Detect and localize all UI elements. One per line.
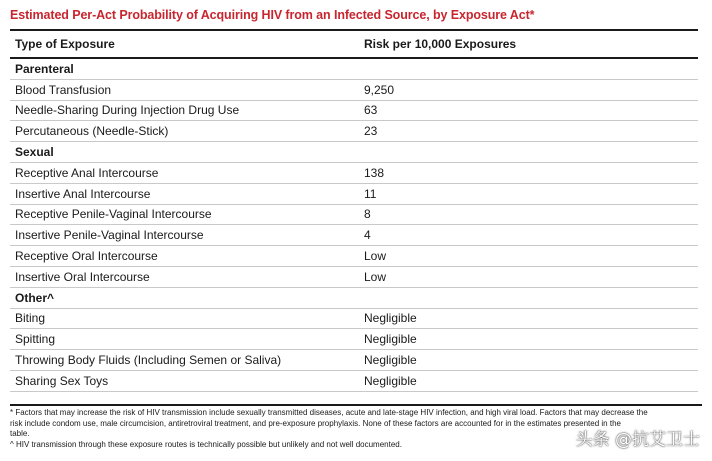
risk-value-cell: 9,250	[364, 82, 395, 97]
exposure-type-cell: Sharing Sex Toys	[15, 373, 109, 388]
risk-value-cell	[364, 59, 684, 79]
footnote-line: risk include condom use, male circumcision, antiretroviral treatment, and pre-exposure prophylaxis. None of these factors are accounted for in the estimates presented in the	[10, 418, 621, 428]
risk-value-cell: Negligible	[364, 373, 417, 388]
table-row	[10, 350, 698, 371]
column-header-risk: Risk per 10,000 Exposures	[364, 37, 517, 51]
table-row	[10, 121, 698, 142]
table-row	[10, 163, 698, 184]
table-row	[10, 80, 698, 101]
exposure-type-cell: Needle-Sharing During Injection Drug Use	[15, 103, 240, 118]
risk-value-cell	[364, 288, 684, 308]
exposure-type-cell: Insertive Oral Intercourse	[15, 269, 150, 284]
section-header-row	[10, 288, 698, 309]
footnote-line: ^ HIV transmission through these exposure routes is technically possible but unlikely and not well documented.	[10, 439, 402, 449]
table-row	[10, 184, 698, 205]
table-body	[10, 59, 698, 392]
section-label: Parenteral	[15, 61, 74, 76]
exposure-type-cell: Spitting	[15, 332, 56, 347]
risk-value-cell: Low	[364, 269, 387, 284]
risk-value-cell: Low	[364, 249, 387, 264]
exposure-type-cell: Receptive Oral Intercourse	[15, 249, 158, 264]
section-header-row	[10, 142, 698, 163]
risk-value-cell: 8	[364, 207, 371, 222]
column-header-exposure-type: Type of Exposure	[15, 37, 115, 51]
risk-value-cell: Negligible	[364, 311, 417, 326]
exposure-risk-table	[10, 29, 698, 392]
watermark-text: 头条 @抗艾卫士	[575, 430, 700, 450]
exposure-type-cell: Throwing Body Fluids (Including Semen or Saliva)	[15, 353, 282, 368]
risk-value-cell: 4	[364, 228, 371, 243]
risk-value-cell: Negligible	[364, 353, 417, 368]
table-row	[10, 101, 698, 122]
section-label: Sexual	[15, 145, 54, 160]
table-row	[10, 371, 698, 392]
table-row	[10, 309, 698, 330]
table-header-row	[10, 29, 698, 59]
table-title: Estimated Per-Act Probability of Acquiring HIV from an Infected Source, by Exposure Act*	[10, 8, 535, 22]
risk-value-cell: 11	[364, 186, 377, 201]
exposure-type-cell: Blood Transfusion	[15, 82, 112, 97]
section-header-row	[10, 59, 698, 80]
exposure-type-cell: Biting	[15, 311, 46, 326]
footnote-line: * Factors that may increase the risk of HIV transmission include sexually transmitted diseases, acute and late-stage HIV infection, and high viral load. Factors that may decrease the	[10, 408, 648, 417]
exposure-type-cell: Insertive Penile-Vaginal Intercourse	[15, 228, 204, 243]
table-row	[10, 225, 698, 246]
table-row	[10, 329, 698, 350]
exposure-type-cell: Insertive Anal Intercourse	[15, 186, 151, 201]
risk-value-cell	[364, 142, 684, 162]
risk-value-cell: 23	[364, 124, 378, 139]
risk-value-cell: 63	[364, 103, 378, 118]
table-row	[10, 205, 698, 226]
exposure-type-cell: Receptive Penile-Vaginal Intercourse	[15, 207, 212, 222]
table-row	[10, 267, 698, 288]
risk-value-cell: Negligible	[364, 332, 417, 347]
exposure-type-cell: Receptive Anal Intercourse	[15, 165, 159, 180]
table-row	[10, 246, 698, 267]
risk-value-cell: 138	[364, 165, 385, 180]
footnote-line: table.	[10, 429, 30, 438]
exposure-type-cell: Percutaneous (Needle-Stick)	[15, 124, 169, 139]
section-label: Other^	[15, 290, 55, 305]
